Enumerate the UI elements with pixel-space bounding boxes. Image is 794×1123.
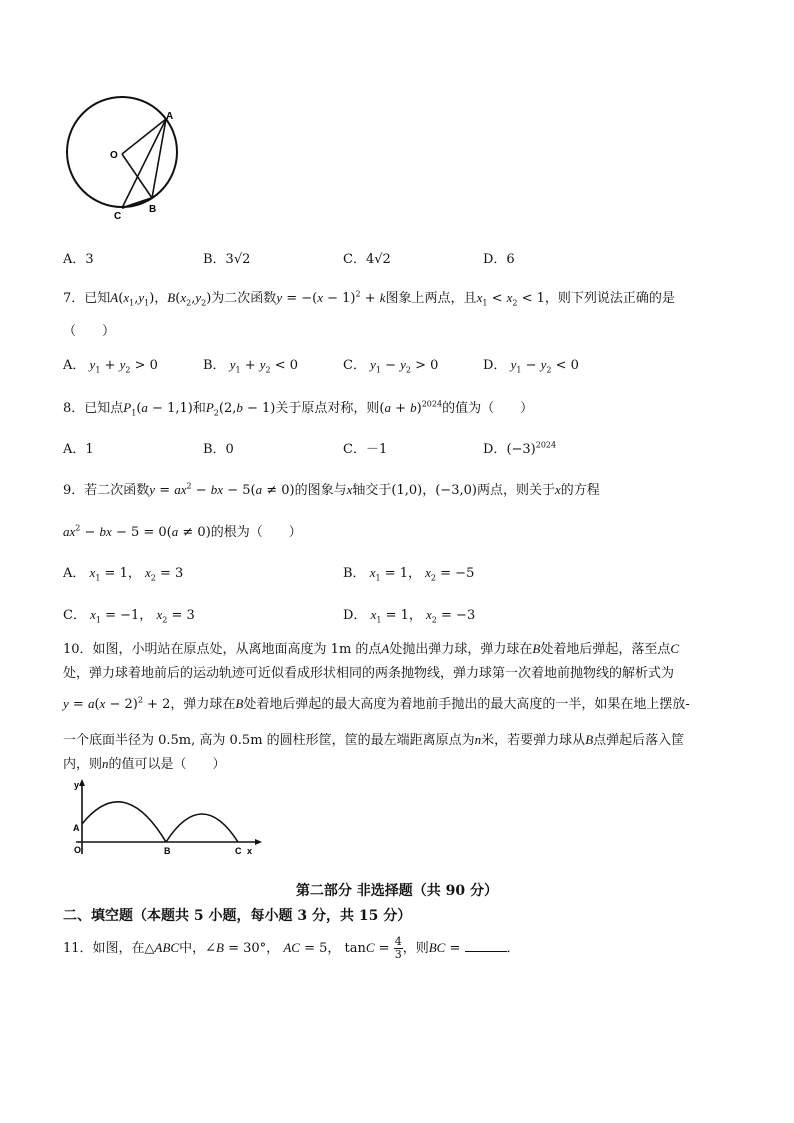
q10-line-5: 内，则n的值可以是（ ）	[63, 756, 226, 772]
label-c: C	[235, 846, 242, 856]
q9-option-c: C． $x_1 = -1$， $x_2 = 3$	[63, 607, 195, 625]
label-b: B	[164, 846, 171, 856]
label-o: O	[74, 845, 82, 855]
label-x: x	[247, 846, 253, 856]
q9-option-b: B． $x_1 = 1$， $x_2 = -5$	[343, 565, 475, 583]
q7-paren: （ ）	[63, 324, 116, 339]
q11-stem: 11．如图，在△ABC中，∠B = 30°， AC = 5， tanC = $\frac{4}{3}$ ，则BC = ．	[63, 935, 520, 961]
label-y: y	[74, 780, 80, 790]
part2-heading: 第二部分 非选择题（共 90 分）	[295, 883, 499, 899]
q7-stem: 7．已知$A(x_1,y_1)$，$B(x_2,y_2)$为二次函数$y = -(x - 1)^2 + k$图象上两点，且$x_1 < x_2 < 1$，则下列说法正确的是	[63, 289, 675, 308]
label-b: B	[149, 204, 157, 215]
label-c: C	[114, 211, 122, 220]
q7-option-d: D． $y_1 - y_2 < 0$	[483, 357, 579, 375]
second-parabola	[166, 814, 238, 842]
q8-option-d: D．$(-3)^{2024}$	[483, 440, 557, 457]
q11-answer-blank[interactable]	[465, 939, 507, 952]
q8-option-b: B．0	[203, 442, 234, 457]
q7-option-c: C． $y_1 - y_2 > 0$	[343, 357, 439, 375]
q9-option-a: A． $x_1 = 1$， $x_2 = 3$	[63, 565, 184, 583]
q10-line-1: 10．如图，小明站在原点处，从离地面高度为 1m 的点A处抛出弹力球，弹力球在B处着地后弹起，落至点C	[63, 641, 680, 657]
q10-line-3: $y = a(x - 2)^2 + 2$，弹力球在B处着地后弹起的最大高度为着地前手抛出的最大高度的一半，如果在地上摆放-	[63, 695, 690, 712]
q9-equation: $ax^2$ − bx − 5 = 0(a ≠ 0)的根为（ ）	[63, 523, 302, 540]
first-parabola	[82, 802, 166, 842]
q8-option-a: A．1	[63, 442, 94, 457]
label-a: A	[166, 111, 174, 122]
x-axis-arrow	[255, 839, 262, 845]
q6-option-a: A．3	[63, 252, 94, 267]
q10-line-2: 处，弹力球着地前后的运动轨迹可近似看成形状相同的两条抛物线，弹力球第一次着地前抛物线的解析式为	[63, 666, 675, 681]
q6-option-d: D．6	[483, 252, 515, 267]
q7-option-b: B． $y_1 + y_2 < 0$	[203, 357, 299, 375]
q10-line-4: 一个底面半径为 0.5m, 高为 0.5m 的圆柱形筐，筐的最左端距离原点为n米，若要弹力球从B点弹起后落入筐	[63, 732, 685, 748]
y-axis-arrow	[79, 779, 85, 786]
segment-oa	[122, 119, 166, 154]
q9-option-d: D． $x_1 = 1$， $x_2 = -3$	[343, 607, 476, 625]
q9-stem: 9．若二次函数$y = ax^2$ − bx − 5(a ≠ 0)的图象与x轴交于(1,0)，(−3,0)两点，则关于x的方程	[63, 481, 600, 498]
section2-heading: 二、填空题（本题共 5 小题，每小题 3 分，共 15 分）	[63, 908, 412, 924]
q10-bounce-figure	[70, 776, 270, 862]
q6-option-b: B．3√2	[203, 252, 251, 267]
q7-option-a: A． $y_1 + y_2 > 0$	[63, 357, 158, 375]
q8-stem: 8．已知点$P_1(a - 1,1)$和$P_2(2,b - 1)$关于原点对称，则$(a + b)^{2024}$的值为（ ）	[63, 399, 534, 418]
q6-option-c: C．4√2	[343, 252, 391, 267]
q6-circle-figure	[62, 92, 182, 220]
label-o: O	[110, 150, 118, 161]
label-a: A	[73, 823, 80, 833]
q8-option-c: C．－1	[343, 442, 388, 457]
